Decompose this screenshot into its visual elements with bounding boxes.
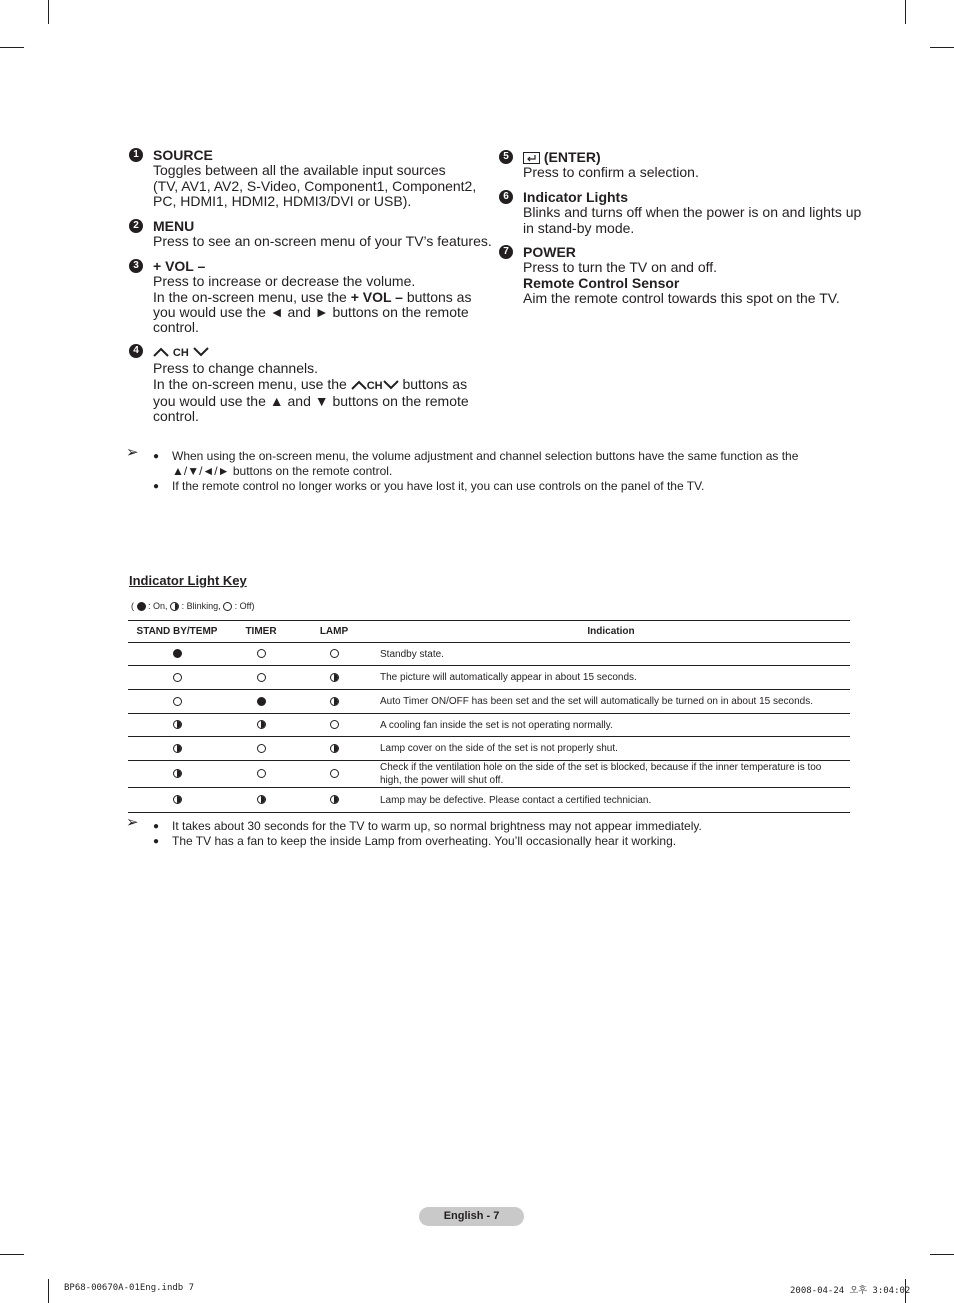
indication-cell: Auto Timer ON/OFF has been set and the set will automatically be turned on in about 15 seconds. [372,690,850,714]
legend-text: : On, [148,601,168,611]
legend [131,601,254,611]
item-channel [133,344,493,425]
item-text: Press to increase or decrease the volume. [153,273,416,290]
legend-text: ( [131,601,134,611]
item-volume [133,258,493,336]
item-text [153,377,493,394]
item-title: POWER [523,244,576,260]
status-cell-timer [226,737,296,761]
lamp-blinking-icon [173,769,182,778]
chevron-up-icon [153,347,169,357]
status-cell-lamp [296,761,372,788]
item-title [523,150,863,165]
table-row [128,788,850,813]
item-text: in stand-by mode. [523,219,635,236]
lamp-off-icon [223,602,232,611]
notes-block [126,814,833,849]
lamp-blinking-icon [330,697,339,706]
status-cell-lamp [296,666,372,690]
table-row [128,737,850,761]
legend-text: : Off) [234,601,255,611]
table-row [128,643,850,666]
status-cell-timer [226,714,296,737]
lamp-on-icon [173,649,182,658]
bullet-icon: ● [153,481,160,492]
lamp-on-icon [257,697,266,706]
chevron-down-icon [383,380,399,390]
item-text: Press to see an on-screen menu of your TV’s features. [153,233,492,250]
crop-mark [0,1254,24,1255]
item-title: + VOL – [153,258,206,274]
note-text: When using the on-screen menu, the volume adjustment and channel selection buttons have the same function as the [172,449,799,463]
lamp-off-icon [330,720,339,729]
lamp-blinking-icon [173,795,182,804]
crop-mark [930,1254,954,1255]
item-text: Aim the remote control towards this spot on the TV. [523,289,840,306]
legend-text: : Blinking, [181,601,221,611]
note-text: The TV has a fan to keep the inside Lamp from overheating. You’ll occasionally hear it working. [172,834,677,848]
table-row [128,714,850,737]
number-badge-3: 3 [129,259,143,273]
status-cell-timer [226,643,296,666]
print-slug-date: 2008-04-24 오후 3:04:02 [790,1286,911,1296]
lamp-off-icon [173,673,182,682]
lamp-off-icon [330,649,339,658]
status-cell-standby [128,643,226,666]
note-bullet [153,479,833,494]
number-badge-5: 5 [499,150,513,164]
text-run: In the on-screen menu, use the [153,375,351,392]
lamp-off-icon [257,673,266,682]
lamp-blinking-icon [170,602,179,611]
lamp-off-icon [257,769,266,778]
item-text: Press to change channels. [153,360,318,377]
item-title [153,344,493,361]
chevron-up-icon [351,380,367,390]
text-run: In the on-screen menu, use the [153,288,351,305]
ch-label: CH [366,379,383,392]
status-cell-timer [226,761,296,788]
bullet-icon: ● [153,451,160,462]
section-title: Indicator Light Key [129,573,247,588]
lamp-off-icon [173,697,182,706]
item-text: (TV, AV1, AV2, S-Video, Component1, Component2, [153,177,477,194]
indication-cell: Standby state. [372,643,850,666]
indication-cell: A cooling fan inside the set is not operating normally. [372,714,850,737]
lamp-off-icon [257,744,266,753]
table-row [128,666,850,690]
status-cell-timer [226,690,296,714]
lamp-off-icon [330,769,339,778]
item-title: Indicator Lights [523,189,628,205]
column-header: TIMER [226,621,296,643]
number-badge-6: 6 [499,190,513,204]
indication-cell: Check if the ventilation hole on the side of the set is blocked, because if the inner temperature is too high, the power will shut off. [372,761,850,788]
status-cell-lamp [296,737,372,761]
crop-mark [48,0,49,24]
lamp-off-icon [257,649,266,658]
indication-cell: Lamp cover on the side of the set is not properly shut. [372,737,850,761]
notes-block [126,444,833,494]
status-cell-standby [128,761,226,788]
lamp-blinking-icon [173,720,182,729]
item-text: Press to confirm a selection. [523,164,699,181]
note-text: ▲/▼/◄/► buttons on the remote control. [172,464,393,478]
crop-mark [905,0,906,24]
column-header: STAND BY/TEMP [128,621,226,643]
lamp-blinking-icon [330,673,339,682]
enter-label: (ENTER) [543,149,601,165]
column-header: LAMP [296,621,372,643]
number-badge-1: 1 [129,148,143,162]
item-text: you would use the ◄ and ► buttons on the remote [153,303,469,320]
item-enter [503,149,863,181]
status-cell-standby [128,714,226,737]
item-menu [133,218,493,250]
lamp-blinking-icon [330,795,339,804]
item-title: MENU [153,218,195,234]
table-header-row [128,621,850,643]
item-text: Press to turn the TV on and off. [523,259,718,276]
item-text: Blinks and turns off when the power is on and lights up [523,204,862,221]
crop-mark [48,1279,49,1303]
lamp-blinking-icon [330,744,339,753]
enter-icon [523,152,540,164]
note-text: It takes about 30 seconds for the TV to warm up, so normal brightness may not appear immediately. [172,819,702,833]
item-text: control. [153,319,199,336]
status-cell-standby [128,788,226,813]
item-text [153,290,493,305]
item-text: you would use the ▲ and ▼ buttons on the remote [153,392,469,409]
status-cell-standby [128,666,226,690]
table-row [128,690,850,714]
table-row [128,761,850,788]
indication-cell: Lamp may be defective. Please contact a certified technician. [372,788,850,813]
lamp-blinking-icon [257,795,266,804]
crop-mark [0,47,24,48]
status-cell-timer [226,788,296,813]
text-run: buttons as [398,375,468,392]
vol-label: + VOL – [350,288,403,305]
lamp-blinking-icon [173,744,182,753]
status-cell-lamp [296,788,372,813]
item-text: Toggles between all the available input sources [153,162,446,179]
note-arrow-icon: ➢ [126,444,139,461]
print-slug-file: BP68-00670A-01Eng.indb 7 [64,1283,195,1293]
text-run: buttons as [402,288,472,305]
note-bullet [153,834,833,849]
column-header: Indication [372,621,850,643]
note-bullet [153,819,833,834]
item-indicator-lights [503,189,863,236]
item-power [503,244,863,306]
item-text: control. [153,408,199,425]
lamp-on-icon [137,602,146,611]
lamp-blinking-icon [257,720,266,729]
status-cell-lamp [296,714,372,737]
indication-cell: The picture will automatically appear in about 15 seconds. [372,666,850,690]
status-cell-standby [128,737,226,761]
indicator-table [128,620,850,813]
item-subtitle: Remote Control Sensor [523,274,680,291]
bullet-icon: ● [153,821,160,832]
status-cell-lamp [296,643,372,666]
chevron-down-icon [193,347,209,357]
item-text: PC, HDMI1, HDMI2, HDMI3/DVI or USB). [153,192,412,209]
number-badge-2: 2 [129,219,143,233]
note-text: If the remote control no longer works or you have lost it, you can use controls on the panel of the TV. [172,479,705,493]
number-badge-4: 4 [129,344,143,358]
status-cell-standby [128,690,226,714]
note-arrow-icon: ➢ [126,814,139,831]
status-cell-timer [226,666,296,690]
item-title: SOURCE [153,147,213,163]
ch-label: CH [172,347,189,359]
status-cell-lamp [296,690,372,714]
page-number: English - 7 [419,1207,524,1226]
item-source [133,147,493,209]
note-bullet [153,449,833,479]
number-badge-7: 7 [499,245,513,259]
bullet-icon: ● [153,836,160,847]
crop-mark [930,47,954,48]
